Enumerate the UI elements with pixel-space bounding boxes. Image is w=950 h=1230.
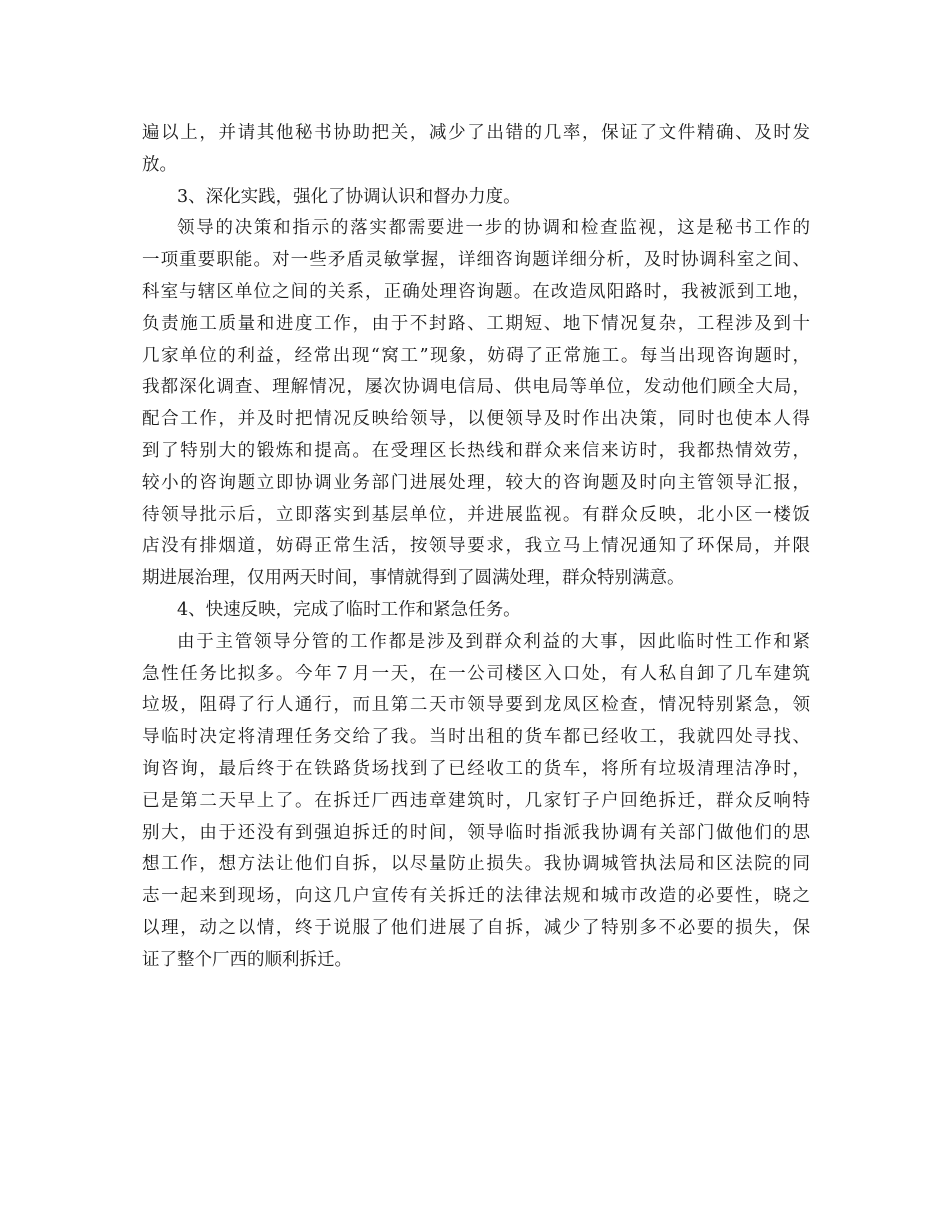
text-line: 一项重要职能。对一些矛盾灵敏掌握，详细咨询题详细分析，及时协调科室之间、 <box>142 250 810 271</box>
text-line: 几家单位的利益，经常出现“窝工”现象，妨碍了正常施工。每当出现咨询题时， <box>142 345 810 366</box>
text-line: 导临时决定将清理任务交给了我。当时出租的货车都已经收工，我就四处寻找、 <box>142 727 810 748</box>
document-body <box>142 118 810 977</box>
text-line: 遍以上，并请其他秘书协助把关，减少了出错的几率，保证了文件精确、及时发 <box>142 123 810 143</box>
text-line: 志一起来到现场，向这几户宣传有关拆迁的法律法规和城市改造的必要性，晓之 <box>142 886 810 907</box>
text-line: 已是第二天早上了。在拆迁厂西违章建筑时，几家钉子户回绝拆迁，群众反响特 <box>142 790 810 811</box>
text-line: 待领导批示后，立即落实到基层单位，并进展监视。有群众反映，北小区一楼饭 <box>142 504 810 525</box>
text-line: 询咨询，最后终于在铁路货场找到了已经收工的货车，将所有垃圾清理洁净时， <box>142 758 810 779</box>
text-line: 由于主管领导分管的工作都是涉及到群众利益的大事，因此临时性工作和紧 <box>177 631 810 652</box>
text-line: 4、快速反映，完成了临时工作和紧急任务。 <box>177 599 521 620</box>
text-line: 到了特别大的锻炼和提高。在受理区长热线和群众来信来访时，我都热情效劳， <box>142 440 810 461</box>
text-line: 我都深化调查、理解情况，屡次协调电信局、供电局等单位，发动他们顾全大局， <box>142 377 810 398</box>
text-line: 负责施工质量和进度工作，由于不封路、工期短、地下情况复杂，工程涉及到十 <box>142 313 810 334</box>
text-line: 想工作，想方法让他们自拆，以尽量防止损失。我协调城管执法局和区法院的同 <box>142 854 810 875</box>
text-line: 较小的咨询题立即协调业务部门进展处理，较大的咨询题及时向主管领导汇报， <box>142 472 810 493</box>
text-line: 急性任务比拟多。今年７月一天，在一公司楼区入口处，有人私自卸了几车建筑 <box>142 663 810 684</box>
text-line: 以理，动之以情，终于说服了他们进展了自拆，减少了特别多不必要的损失，保 <box>142 917 810 938</box>
text-line: 领导的决策和指示的落实都需要进一步的协调和检查监视，这是秘书工作的 <box>177 218 810 239</box>
text-line: 配合工作，并及时把情况反映给领导，以便领导及时作出决策，同时也使本人得 <box>142 409 810 430</box>
text-line: 期进展治理，仅用两天时间，事情就得到了圆满处理，群众特别满意。 <box>142 568 685 589</box>
text-line: 店没有排烟道，妨碍正常生活，按领导要求，我立马上情况通知了环保局，并限 <box>142 536 810 557</box>
text-line: 科室与辖区单位之间的关系，正确处理咨询题。在改造凤阳路时，我被派到工地， <box>142 281 810 302</box>
text-line: 3、深化实践，强化了协调认识和督办力度。 <box>177 186 521 207</box>
text-line: 证了整个厂西的顺利拆迁。 <box>142 949 352 970</box>
text-line: 别大，由于还没有到强迫拆迁的时间，领导临时指派我协调有关部门做他们的思 <box>142 822 810 843</box>
text-line: 放。 <box>142 154 177 175</box>
text-line: 垃圾，阻碍了行人通行，而且第二天市领导要到龙凤区检查，情况特别紧急，领 <box>142 695 810 716</box>
